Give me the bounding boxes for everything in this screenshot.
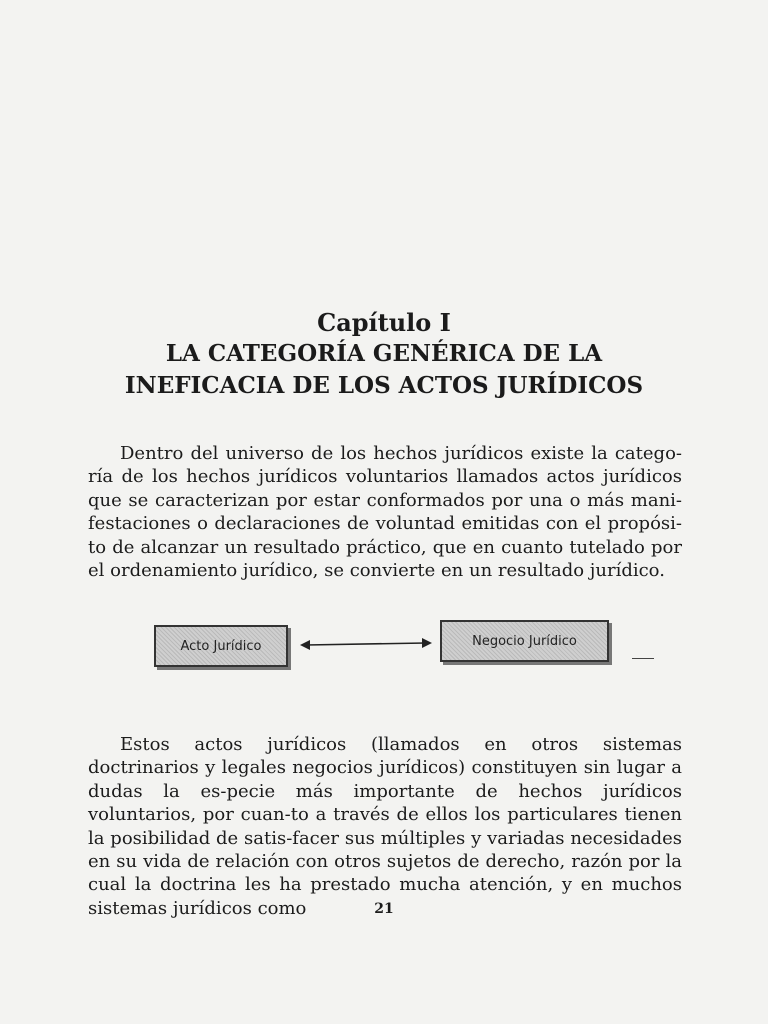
paragraph-text: Estos actos jurídicos (llamados en otros sistemas doctrinarios y legales negocios jurídicos) constituyen sin lugar a dudas la es-pecie más importante de hechos jurídicos voluntarios, por cuan-to a través de ellos los particulares tienen la posibilidad de satis-facer sus múltiples y variadas necesidades en su vida de relación con otros sujetos de derecho, razón por la cual la doctrina les ha prestado mucha atención, y en muchos sistemas jurídicos como	[88, 734, 682, 919]
paragraph-text: Dentro del universo de los hechos jurídicos existe la catego-ría de los hechos jurídicos voluntarios llamados actos jurídicos que se caracterizan por estar conformados por una o más mani-festaciones o declaraciones de voluntad emitidas con el propósi-to de alcanzar un resultado práctico, que en cuanto tutelado por el ordenamiento jurídico, se convierte en un resultado jurídico.	[88, 443, 682, 582]
paragraph-1	[88, 442, 682, 582]
chapter-number: Capítulo I	[317, 308, 451, 337]
chapter-title	[80, 338, 688, 402]
stray-dash	[632, 658, 654, 659]
paragraph-2	[88, 733, 682, 920]
acto-juridico-box: Acto Jurídico	[154, 625, 288, 667]
page-number: 21	[374, 901, 394, 917]
chapter-title-line-1: LA CATEGORÍA GENÉRICA DE LA	[165, 340, 603, 367]
chapter-title-line-2: INEFICACIA DE LOS ACTOS JURÍDICOS	[124, 372, 644, 399]
negocio-juridico-box: Negocio Jurídico	[440, 620, 609, 662]
